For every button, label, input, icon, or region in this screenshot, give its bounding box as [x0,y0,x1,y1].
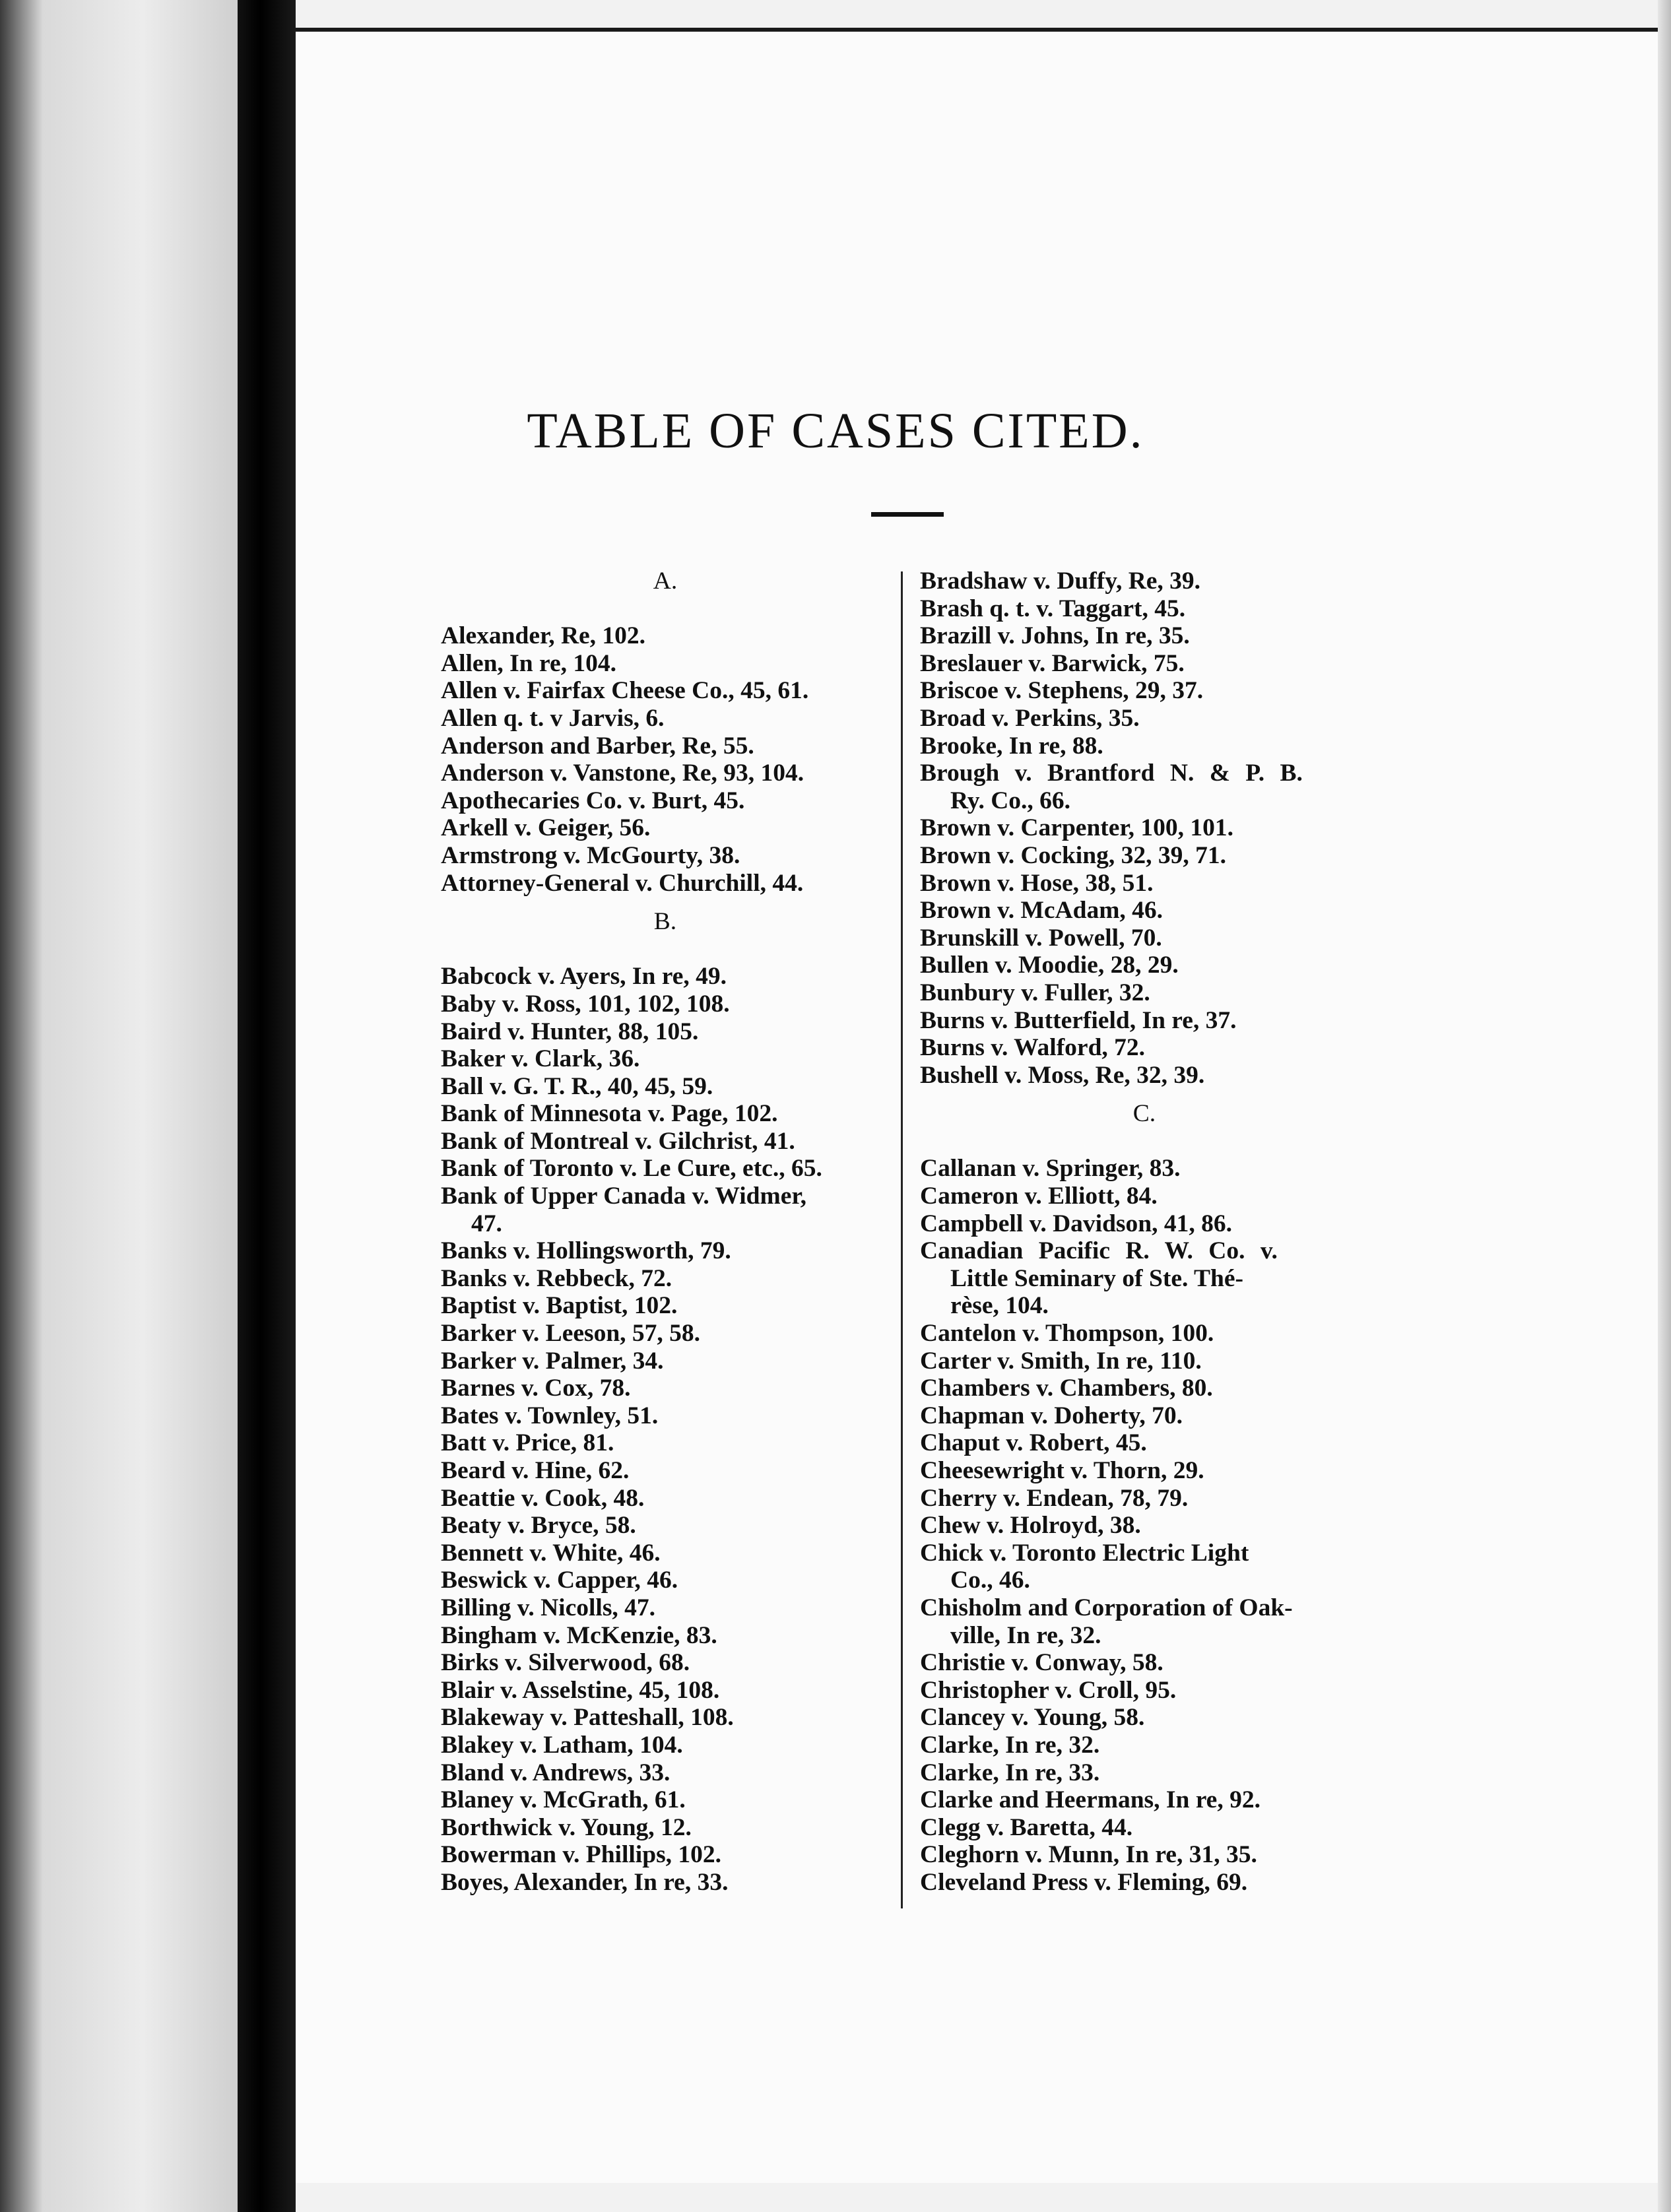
case-entry: Clarke and Heermans, In re, 92. [920,1786,1261,1814]
case-entry: Allen, In re, 104. [441,649,616,677]
case-entry: Baird v. Hunter, 88, 105. [441,1018,699,1045]
case-entry: Brown v. Carpenter, 100, 101. [920,814,1234,842]
case-entry: Breslauer v. Barwick, 75. [920,649,1185,677]
case-entry: Canadian Pacific R. W. Co. v. [920,1237,1278,1265]
page-right-edge [1658,0,1671,2212]
case-entry: Christie v. Conway, 58. [920,1649,1163,1677]
case-entry: Beattie v. Cook, 48. [441,1484,645,1512]
case-entry: Allen v. Fairfax Cheese Co., 45, 61. [441,677,809,705]
case-entry: Brown v. McAdam, 46. [920,897,1163,925]
case-entry: Chick v. Toronto Electric Light [920,1539,1249,1567]
case-entry: Babcock v. Ayers, In re, 49. [441,963,727,991]
case-entry: Banks v. Rebbeck, 72. [441,1264,672,1292]
case-entry: Anderson and Barber, Re, 55. [441,732,754,760]
facing-page-edge [0,0,238,2212]
case-entry: Bank of Minnesota v. Page, 102. [441,1100,778,1128]
case-entry: Clegg v. Baretta, 44. [920,1813,1133,1841]
case-entry: Barnes v. Cox, 78. [441,1375,631,1402]
case-entry: Bank of Upper Canada v. Widmer, [441,1183,806,1210]
case-entry: Bunbury v. Fuller, 32. [920,979,1150,1006]
case-entry: Blair v. Asselstine, 45, 108. [441,1676,720,1704]
case-entry-continuation: Little Seminary of Ste. Thé- [950,1264,1244,1292]
case-entry: Borthwick v. Young, 12. [441,1813,692,1841]
case-entry: Ball v. G. T. R., 40, 45, 59. [441,1072,713,1100]
case-entry: Apothecaries Co. v. Burt, 45. [441,787,745,814]
case-entry: Brown v. Hose, 38, 51. [920,869,1154,897]
case-entry: Birks v. Silverwood, 68. [441,1649,690,1677]
case-entry: Briscoe v. Stephens, 29, 37. [920,677,1204,705]
case-entry: Baby v. Ross, 101, 102, 108. [441,990,730,1018]
case-entry-continuation: ville, In re, 32. [950,1621,1101,1649]
case-entry: Chisholm and Corporation of Oak- [920,1594,1293,1621]
case-entry: Bushell v. Moss, Re, 32, 39. [920,1061,1205,1089]
case-entry: Blakey v. Latham, 104. [441,1731,683,1759]
case-entry: Beard v. Hine, 62. [441,1457,630,1484]
case-entry: Banks v. Hollingsworth, 79. [441,1237,731,1265]
case-entry: Callanan v. Springer, 83. [920,1155,1181,1183]
right-column [920,568,1369,1897]
case-entry: Brash q. t. v. Taggart, 45. [920,595,1186,622]
case-entry: Allen q. t. v Jarvis, 6. [441,704,665,732]
case-entry: Cheesewright v. Thorn, 29. [920,1457,1204,1484]
case-entry: Bingham v. McKenzie, 83. [441,1621,717,1649]
case-entry: Broad v. Perkins, 35. [920,704,1140,732]
case-entry-continuation: Ry. Co., 66. [950,787,1071,814]
section-heading-a: A. [653,568,678,595]
case-entry: Barker v. Leeson, 57, 58. [441,1320,701,1348]
section-heading-c: C. [1132,1100,1156,1128]
case-entry: Bland v. Andrews, 33. [441,1759,671,1786]
case-entry: Attorney-General v. Churchill, 44. [441,869,804,897]
case-entry: Chambers v. Chambers, 80. [920,1375,1213,1402]
case-entry: Christopher v. Croll, 95. [920,1676,1177,1704]
case-entry: Batt v. Price, 81. [441,1429,614,1457]
case-entry: Anderson v. Vanstone, Re, 93, 104. [441,760,804,787]
case-entry: Bank of Montreal v. Gilchrist, 41. [441,1127,795,1155]
case-entry: Alexander, Re, 102. [441,622,646,650]
case-entry: Brough v. Brantford N. & P. B. [920,760,1303,787]
case-entry: Bradshaw v. Duffy, Re, 39. [920,568,1201,595]
case-entry: Chew v. Holroyd, 38. [920,1512,1141,1540]
page-title: TABLE OF CASES CITED. [527,403,1144,459]
case-entry: Barker v. Palmer, 34. [441,1347,664,1375]
case-entry: Carter v. Smith, In re, 110. [920,1347,1202,1375]
case-entry: Chaput v. Robert, 45. [920,1429,1147,1457]
case-entry: Boyes, Alexander, In re, 33. [441,1868,729,1896]
case-entry: Bank of Toronto v. Le Cure, etc., 65. [441,1155,822,1183]
case-entry: Cleveland Press v. Fleming, 69. [920,1868,1248,1896]
case-entry: Cleghorn v. Munn, In re, 31, 35. [920,1841,1257,1869]
case-entry: Campbell v. Davidson, 41, 86. [920,1210,1232,1237]
case-entry: Baker v. Clark, 36. [441,1045,640,1073]
case-entry: Clarke, In re, 32. [920,1731,1100,1759]
case-entry: Bullen v. Moodie, 28, 29. [920,952,1179,979]
case-entry: Bennett v. White, 46. [441,1539,661,1567]
case-entry: Cameron v. Elliott, 84. [920,1183,1158,1210]
case-entry: Cherry v. Endean, 78, 79. [920,1484,1189,1512]
case-entry-continuation: rèse, 104. [950,1292,1049,1320]
case-entry: Chapman v. Doherty, 70. [920,1402,1183,1429]
case-entry: Clarke, In re, 33. [920,1759,1100,1786]
case-entry: Brooke, In re, 88. [920,732,1103,760]
case-entry: Blaney v. McGrath, 61. [441,1786,686,1814]
case-entry: Armstrong v. McGourty, 38. [441,841,740,869]
case-entry: Beaty v. Bryce, 58. [441,1512,636,1540]
case-entry: Baptist v. Baptist, 102. [441,1292,678,1320]
case-entry: Beswick v. Capper, 46. [441,1567,678,1594]
case-entry-continuation: Co., 46. [950,1567,1030,1594]
case-entry-continuation: 47. [471,1210,502,1237]
case-entry: Arkell v. Geiger, 56. [441,814,651,842]
left-column [441,568,890,1897]
case-entry: Burns v. Walford, 72. [920,1034,1146,1062]
book-spine [238,0,296,2212]
case-entry: Bowerman v. Phillips, 102. [441,1841,722,1869]
case-entry: Bates v. Townley, 51. [441,1402,659,1429]
case-entry: Blakeway v. Patteshall, 108. [441,1704,734,1732]
case-entry: Burns v. Butterfield, In re, 37. [920,1006,1237,1034]
section-heading-b: B. [653,908,677,936]
case-entry: Brunskill v. Powell, 70. [920,924,1162,952]
case-entry: Cantelon v. Thompson, 100. [920,1320,1214,1348]
case-entry: Brazill v. Johns, In re, 35. [920,622,1190,650]
column-divider [901,571,903,1908]
case-entry: Billing v. Nicolls, 47. [441,1594,656,1621]
title-rule [871,512,944,517]
case-entry: Brown v. Cocking, 32, 39, 71. [920,841,1226,869]
case-entry: Clancey v. Young, 58. [920,1704,1145,1732]
